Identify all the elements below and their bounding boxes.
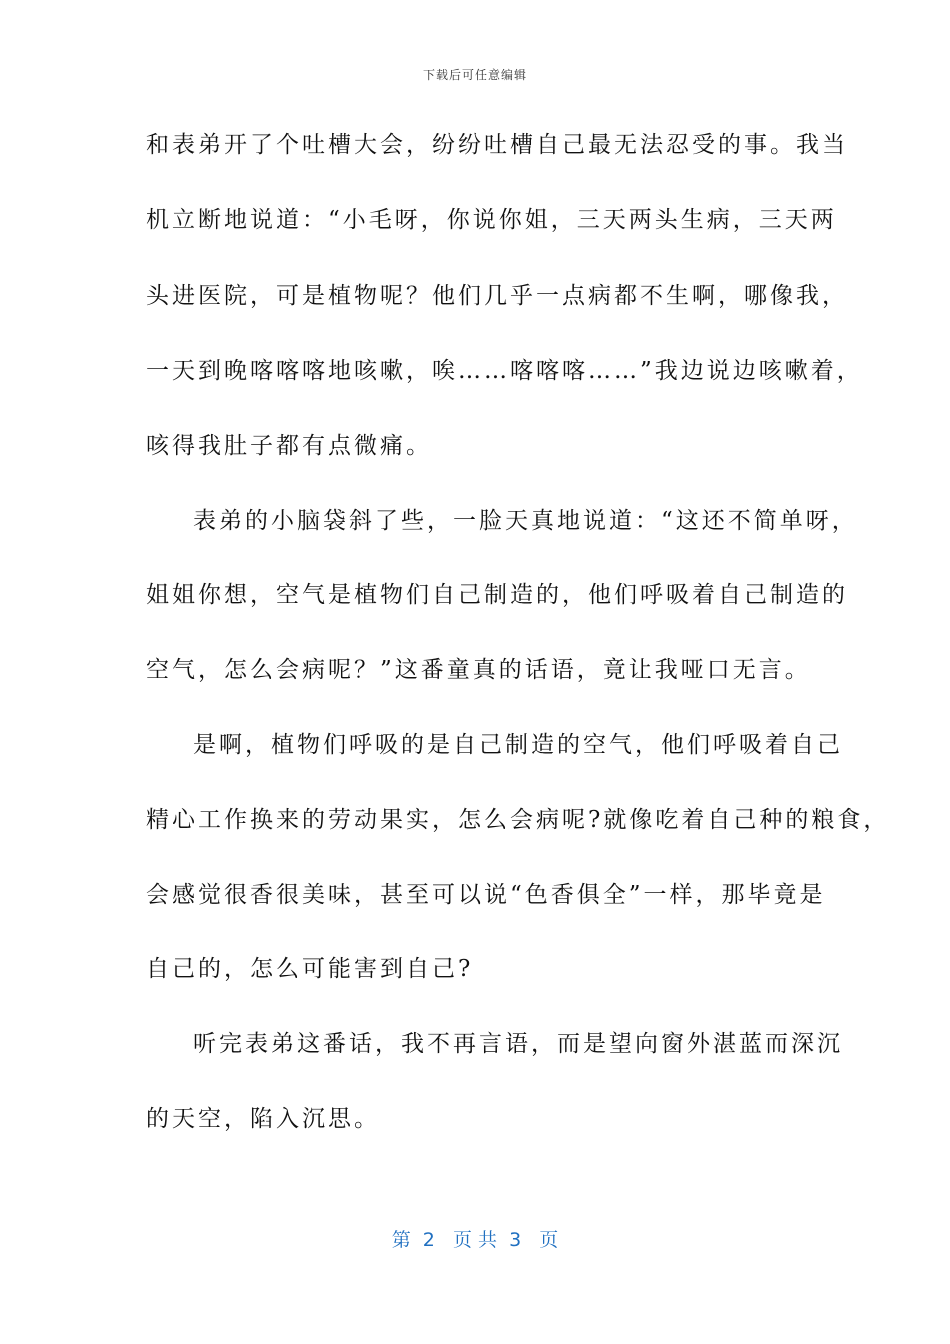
text-line: 姐姐你想，空气是植物们自己制造的，他们呼吸着自己制造的: [146, 582, 848, 608]
text-line: 咳得我肚子都有点微痛。: [146, 433, 432, 459]
text-line: 精心工作换来的劳动果实，怎么会病呢?就像吃着自己种的粮食，: [146, 807, 890, 833]
text-line: 头进医院，可是植物呢？他们几乎一点病都不生啊，哪像我，: [146, 283, 848, 309]
page-number-footer: 第 2 页 共 3 页: [391, 1229, 559, 1251]
text-line: 自己的，怎么可能害到自己?: [146, 956, 474, 982]
text-line: 听完表弟这番话，我不再言语，而是望向窗外湛蓝而深沉: [193, 1031, 843, 1057]
page-header: 下载后可任意编辑: [422, 68, 527, 82]
text-line: 机立断地说道：“小毛呀，你说你姐，三天两头生病，三天两: [146, 207, 837, 233]
text-line: 会感觉很香很美味，甚至可以说“色香俱全”一样，那毕竟是: [146, 882, 826, 908]
text-line: 空气，怎么会病呢？”这番童真的话语，竟让我哑口无言。: [146, 657, 811, 683]
text-line: 的天空，陷入沉思。: [146, 1106, 380, 1132]
text-line: 一天到晚喀喀喀地咳嗽，唉……喀喀喀……”我边说边咳嗽着，: [146, 358, 863, 384]
text-line: 是啊，植物们呼吸的是自己制造的空气，他们呼吸着自己: [193, 732, 843, 758]
text-line: 表弟的小脑袋斜了些，一脸天真地说道：“这还不简单呀，: [193, 508, 858, 534]
text-line: 和表弟开了个吐槽大会，纷纷吐槽自己最无法忍受的事。我当: [146, 132, 848, 158]
